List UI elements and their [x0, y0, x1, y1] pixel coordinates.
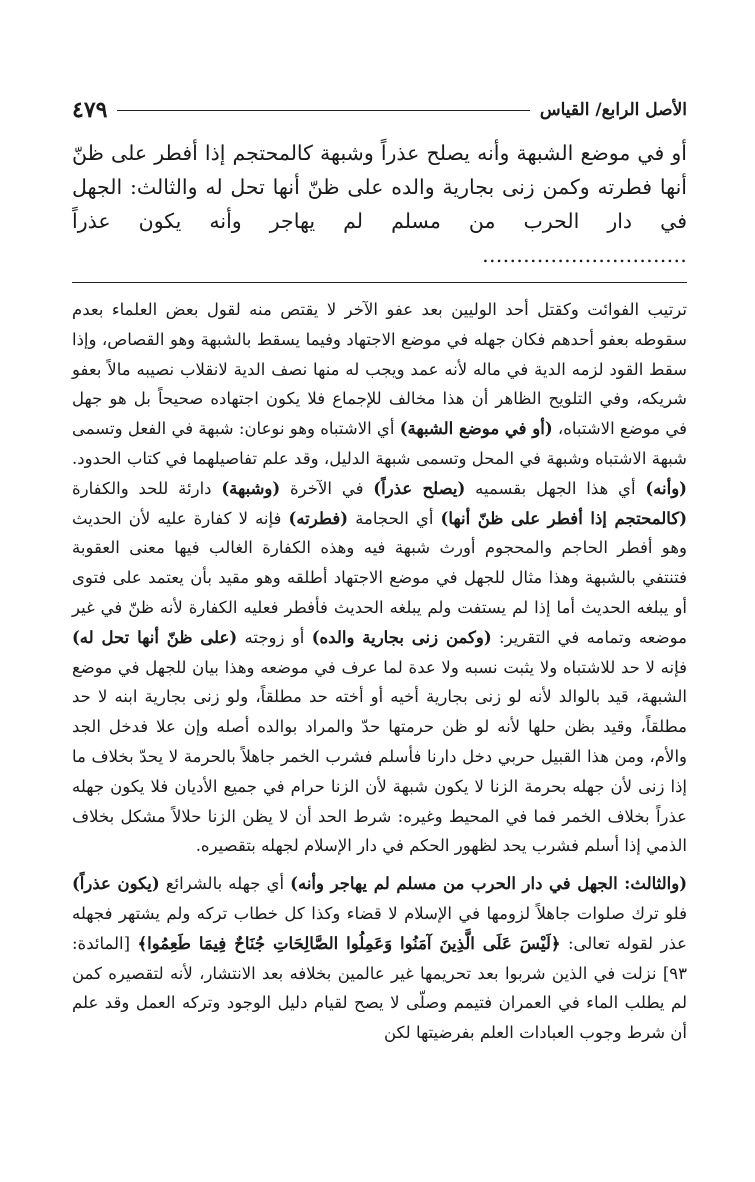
- quoted-matn-segment: (وشبهة): [221, 478, 281, 498]
- matn-body: أو في موضع الشبهة وأنه يصلح عذراً وشبهة كالمحتجم إذا أفطر على ظنّ أنها فطرته وكمن زنى بجارية والده على ظنّ أنها تحل له والثالث: الجهل في دار الحرب من مسلم لم يهاجر وأنه يكون عذراً: [72, 141, 687, 233]
- quoted-matn-segment: (يكون عذراً): [72, 874, 160, 894]
- matn-dots: …………………………: [482, 243, 687, 267]
- commentary-segment: فلو ترك صلوات جاهلاً لزومها في الإسلام لا قضاء وكذا كل خطاب تركه ولم يشتهر فجهله عذر لقوله تعالى:: [72, 903, 687, 953]
- quoted-matn-segment: (والثالث: الجهل في دار الحرب من مسلم لم يهاجر وأنه): [290, 874, 687, 894]
- commentary-segment: فإنه لا حد للاشتباه ولا يثبت نسبه ولا عدة لما عرف في موضعه وهذا بيان للجهل في موضع الشبهة، قيد بالوالد لأنه لو زنى بجارية أخيه أو أخته حد مطلقاً، ولو زنى بجارية ابنه لا حد مطلقاً، وقيد بظن حلها لأنه لو ظن حرمتها حدّ والمراد بوالده أصله وإن علا فدخل الجد والأم، ومن هذا القبيل حربي دخل دارنا فأسلم فشرب الخمر جاهلاً بالحرمة لا يحدّ بخلاف ما إذا زنى لأن جهله بحرمة الزنا لا يكون شبهة لأن الزنا حرام في جميع الأديان فلا يكون جهله عذراً بخلاف الخمر فما في المحيط وغيره: شرط الحد أن لا يظن الزنا حلالاً مشكل بخلاف الذمي إذا أسلم فشرب يحد لظهور الحكم في دار الإسلام لجهله بتقصيره.: [72, 657, 687, 856]
- chapter-title: الأصل الرابع/ القياس: [539, 100, 687, 120]
- page-number: ٤٧٩: [72, 97, 108, 123]
- commentary-segment: أو زوجته: [237, 627, 312, 647]
- quoted-matn-segment: (أو في موضع الشبهة): [399, 419, 553, 439]
- header-rule: [117, 110, 529, 111]
- quoted-matn-segment: (على ظنّ أنها تحل له): [72, 627, 238, 647]
- commentary-segment: في الآخرة: [280, 478, 374, 498]
- commentary-segment: أي الحجامة: [348, 508, 441, 528]
- quoted-matn-segment: (وأنه): [645, 478, 687, 498]
- commentary-segment: دارئة للحد والكفارة: [72, 478, 222, 498]
- quoted-matn-segment: (يصلح عذراً): [373, 478, 466, 498]
- quoted-matn-segment: (وكمن زنى بجارية والده): [311, 627, 492, 647]
- quoted-matn-segment: (فطرته): [288, 508, 349, 528]
- commentary-segment: أي الاشتباه وهو نوعان: شبهة في الفعل وتسمى شبهة الاشتباه وشبهة في المحل وتسمى شبهة الدليل، وقد علم تفاصيلهما في كتاب الحدود.: [72, 419, 687, 468]
- matn-sharh-divider: [72, 282, 687, 283]
- quoted-matn-segment: (كالمحتجم إذا أفطر على ظنّ أنها): [440, 508, 687, 528]
- sharh-paragraph-2: [72, 869, 687, 1048]
- commentary-segment: أي جهله بالشرائع: [159, 874, 291, 894]
- page-header: [72, 88, 687, 132]
- sharh-paragraph-1: [72, 295, 687, 861]
- quoted-matn-segment: ﴿لَيْسَ عَلَى الَّذِينَ آمَنُوا وَعَمِلُوا الصَّالِحَاتِ جُنَاحٌ فِيمَا طَعِمُوا﴾: [137, 933, 561, 953]
- commentary-segment: [المائدة: ٩٣] نزلت في الذين شربوا بعد تحريمها غير عالمين بخلافه بعد الانتشار، لأنه لتقصيره كمن لم يطلب الماء في العمران فتيمم وصلّى لا يصح لقيام دليل الوجود وتركه العمل وقد علم أن شرط وجوب العبادات العلم بفرضيتها لكن: [72, 933, 687, 1043]
- commentary-segment: فإنه لا كفارة عليه لأن الحديث وهو أفطر الحاجم والمحجوم أورث شبهة فيه وهذه الكفارة الغالب فيها معنى العقوبة فتنتفي بالشبهة وهذا مثال للجهل في موضع الاجتهاد أطلقه وهو مقيد بأن يعتمد على فتوى أو يبلغه الحديث أما إذا لم يستفت ولم يبلغه الحديث فأفطر فعليه الكفارة لأنه ظنّ في غير موضعه وتمامه في التقرير:: [72, 508, 687, 647]
- commentary-segment: أي هذا الجهل بقسميه: [465, 478, 646, 498]
- commentary-segment: ترتيب الفوائت وكقتل أحد الوليين بعد عفو الآخر لا يقتص منه لقول بعض العلماء بعدم سقوطه بعفو أحدهم فكان جهله في موضع الاجتهاد وفيما يسقط بالشبهة وهو القصاص، وإذا سقط القود لزمه الدية في ماله لأنه عمد ويجب له منها نصف الدية لانقلاب نصيبه مالاً بعفو شريكه، وفي التلويح الظاهر أن هذا مخالف للإجماع فلا يكون اجتهاده صحيحاً بل هو جهل في موضع الاشتباه،: [72, 300, 687, 439]
- matn-text: [72, 136, 687, 272]
